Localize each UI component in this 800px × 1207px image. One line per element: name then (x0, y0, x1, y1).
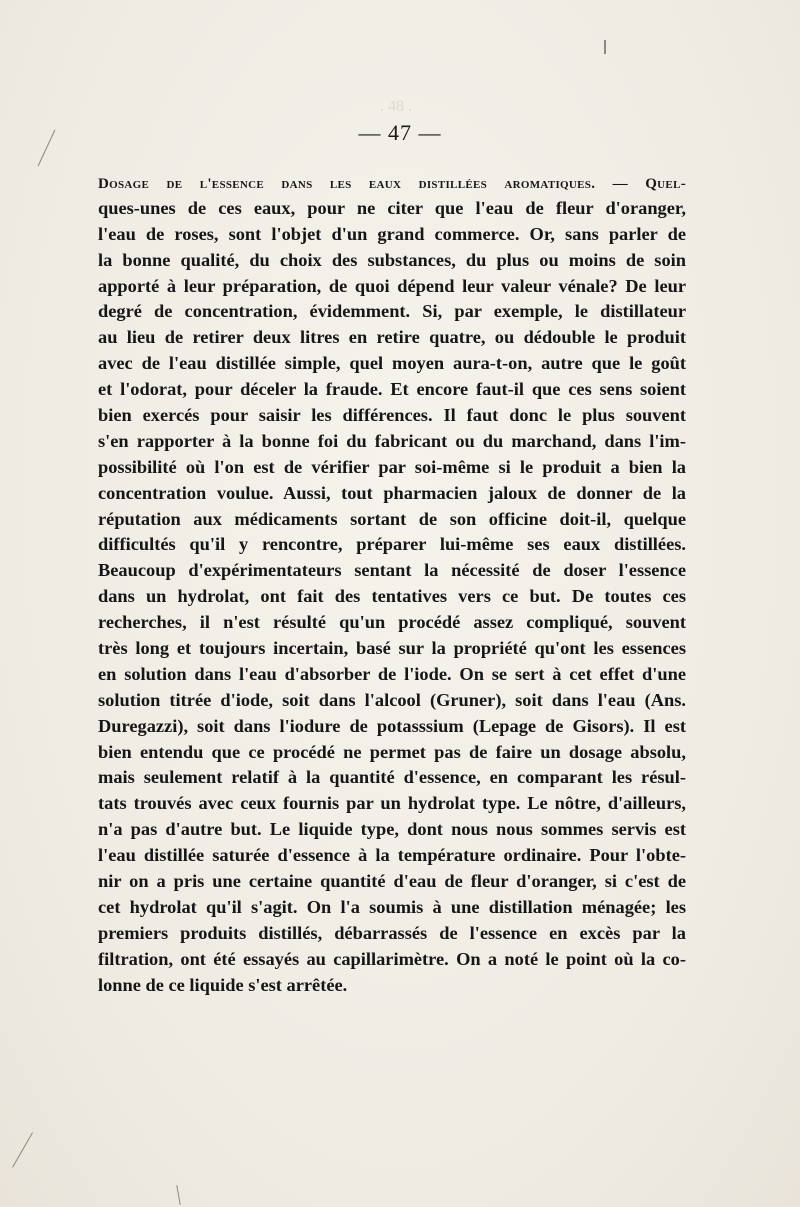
text-line: possibilité où l'on est de vérifier par soi-même si le produit a bien la (98, 456, 686, 477)
text-line: et l'odorat, pour déceler la fraude. Et encore faut-il que ces sens soient (98, 379, 686, 400)
show-through-text: . 48 . (380, 98, 412, 115)
text-line: tats trouvés avec ceux fournis par un hydrolat type. Le nôtre, d'ailleurs, (98, 793, 686, 814)
text-line: degré de concentration, évidemment. Si, par exemple, le distillateur (98, 301, 686, 322)
text-line: premiers produits distillés, débarrassés de l'essence en excès par la (98, 922, 686, 943)
text-line: difficultés qu'il y rencontre, préparer lui-même ses eaux distillées. (98, 534, 686, 555)
text-line: lonne de ce liquide s'est arrêtée. (98, 974, 348, 995)
text-line: la bonne qualité, du choix des substances, du plus ou moins de soin (98, 249, 686, 270)
margin-mark (12, 1132, 33, 1167)
text-line: ques-unes de ces eaux, pour ne citer que l'eau de fleur d'oranger, (98, 197, 686, 218)
text-line: l'eau distillée saturée d'essence à la température ordinaire. Pour l'obte- (98, 845, 686, 866)
body-paragraph (98, 170, 686, 999)
page-number: — 47 — (358, 120, 442, 145)
text-line: apporté à leur préparation, de quoi dépend leur valeur vénale? De leur (98, 275, 686, 296)
text-line: solution titrée d'iode, soit dans l'alcool (Gruner), soit dans l'eau (Ans. (98, 689, 686, 710)
text-line: cet hydrolat qu'il s'agit. On l'a soumis à une distillation ménagée; les (98, 896, 686, 917)
text-line: recherches, il n'est résulté qu'un procédé assez compliqué, souvent (98, 612, 686, 633)
text-line: s'en rapporter à la bonne foi du fabricant ou du marchand, dans l'im- (98, 430, 686, 451)
text-line: en solution dans l'eau d'absorber de l'iode. On se sert à cet effet d'une (98, 663, 686, 684)
text-line: bien entendu que ce procédé ne permet pas de faire un dosage absolu, (98, 741, 686, 762)
text-line: dans un hydrolat, ont fait des tentatives vers ce but. De toutes ces (98, 586, 686, 607)
text-line: réputation aux médicaments sortant de son officine doit-il, quelque (98, 508, 686, 529)
text-line: mais seulement relatif à la quantité d'essence, en comparant les résul- (98, 767, 686, 788)
margin-mark (604, 40, 606, 54)
text-line (98, 170, 686, 196)
text-line: avec de l'eau distillée simple, quel moyen aura-t-on, autre que le goût (98, 353, 686, 374)
text-line: l'eau de roses, sont l'objet d'un grand commerce. Or, sans parler de (98, 223, 686, 244)
text-line: Duregazzi), soit dans l'iodure de potasssium (Lepage de Gisors). Il est (98, 715, 686, 736)
margin-mark (176, 1185, 180, 1205)
text-line: Beaucoup d'expérimentateurs sentant la nécessité de doser l'essence (98, 560, 686, 581)
text-line: concentration voulue. Aussi, tout pharmacien jaloux de donner de la (98, 482, 686, 503)
section-heading: Dosage de l'essence dans les eaux distillées aromatiques. — Quel- (98, 176, 686, 192)
text-line: bien exercés pour saisir les différences. Il faut donc le plus souvent (98, 405, 686, 426)
text-line: très long et toujours incertain, basé sur la propriété qu'ont les essences (98, 638, 686, 659)
text-line: au lieu de retirer deux litres en retire quatre, ou dédouble le produit (98, 327, 686, 348)
text-line: filtration, ont été essayés au capillarimètre. On a noté le point où la co- (98, 948, 686, 969)
text-line: nir on a pris une certaine quantité d'eau de fleur d'oranger, si c'est de (98, 871, 686, 892)
text-line: n'a pas d'autre but. Le liquide type, dont nous nous sommes servis est (98, 819, 686, 840)
